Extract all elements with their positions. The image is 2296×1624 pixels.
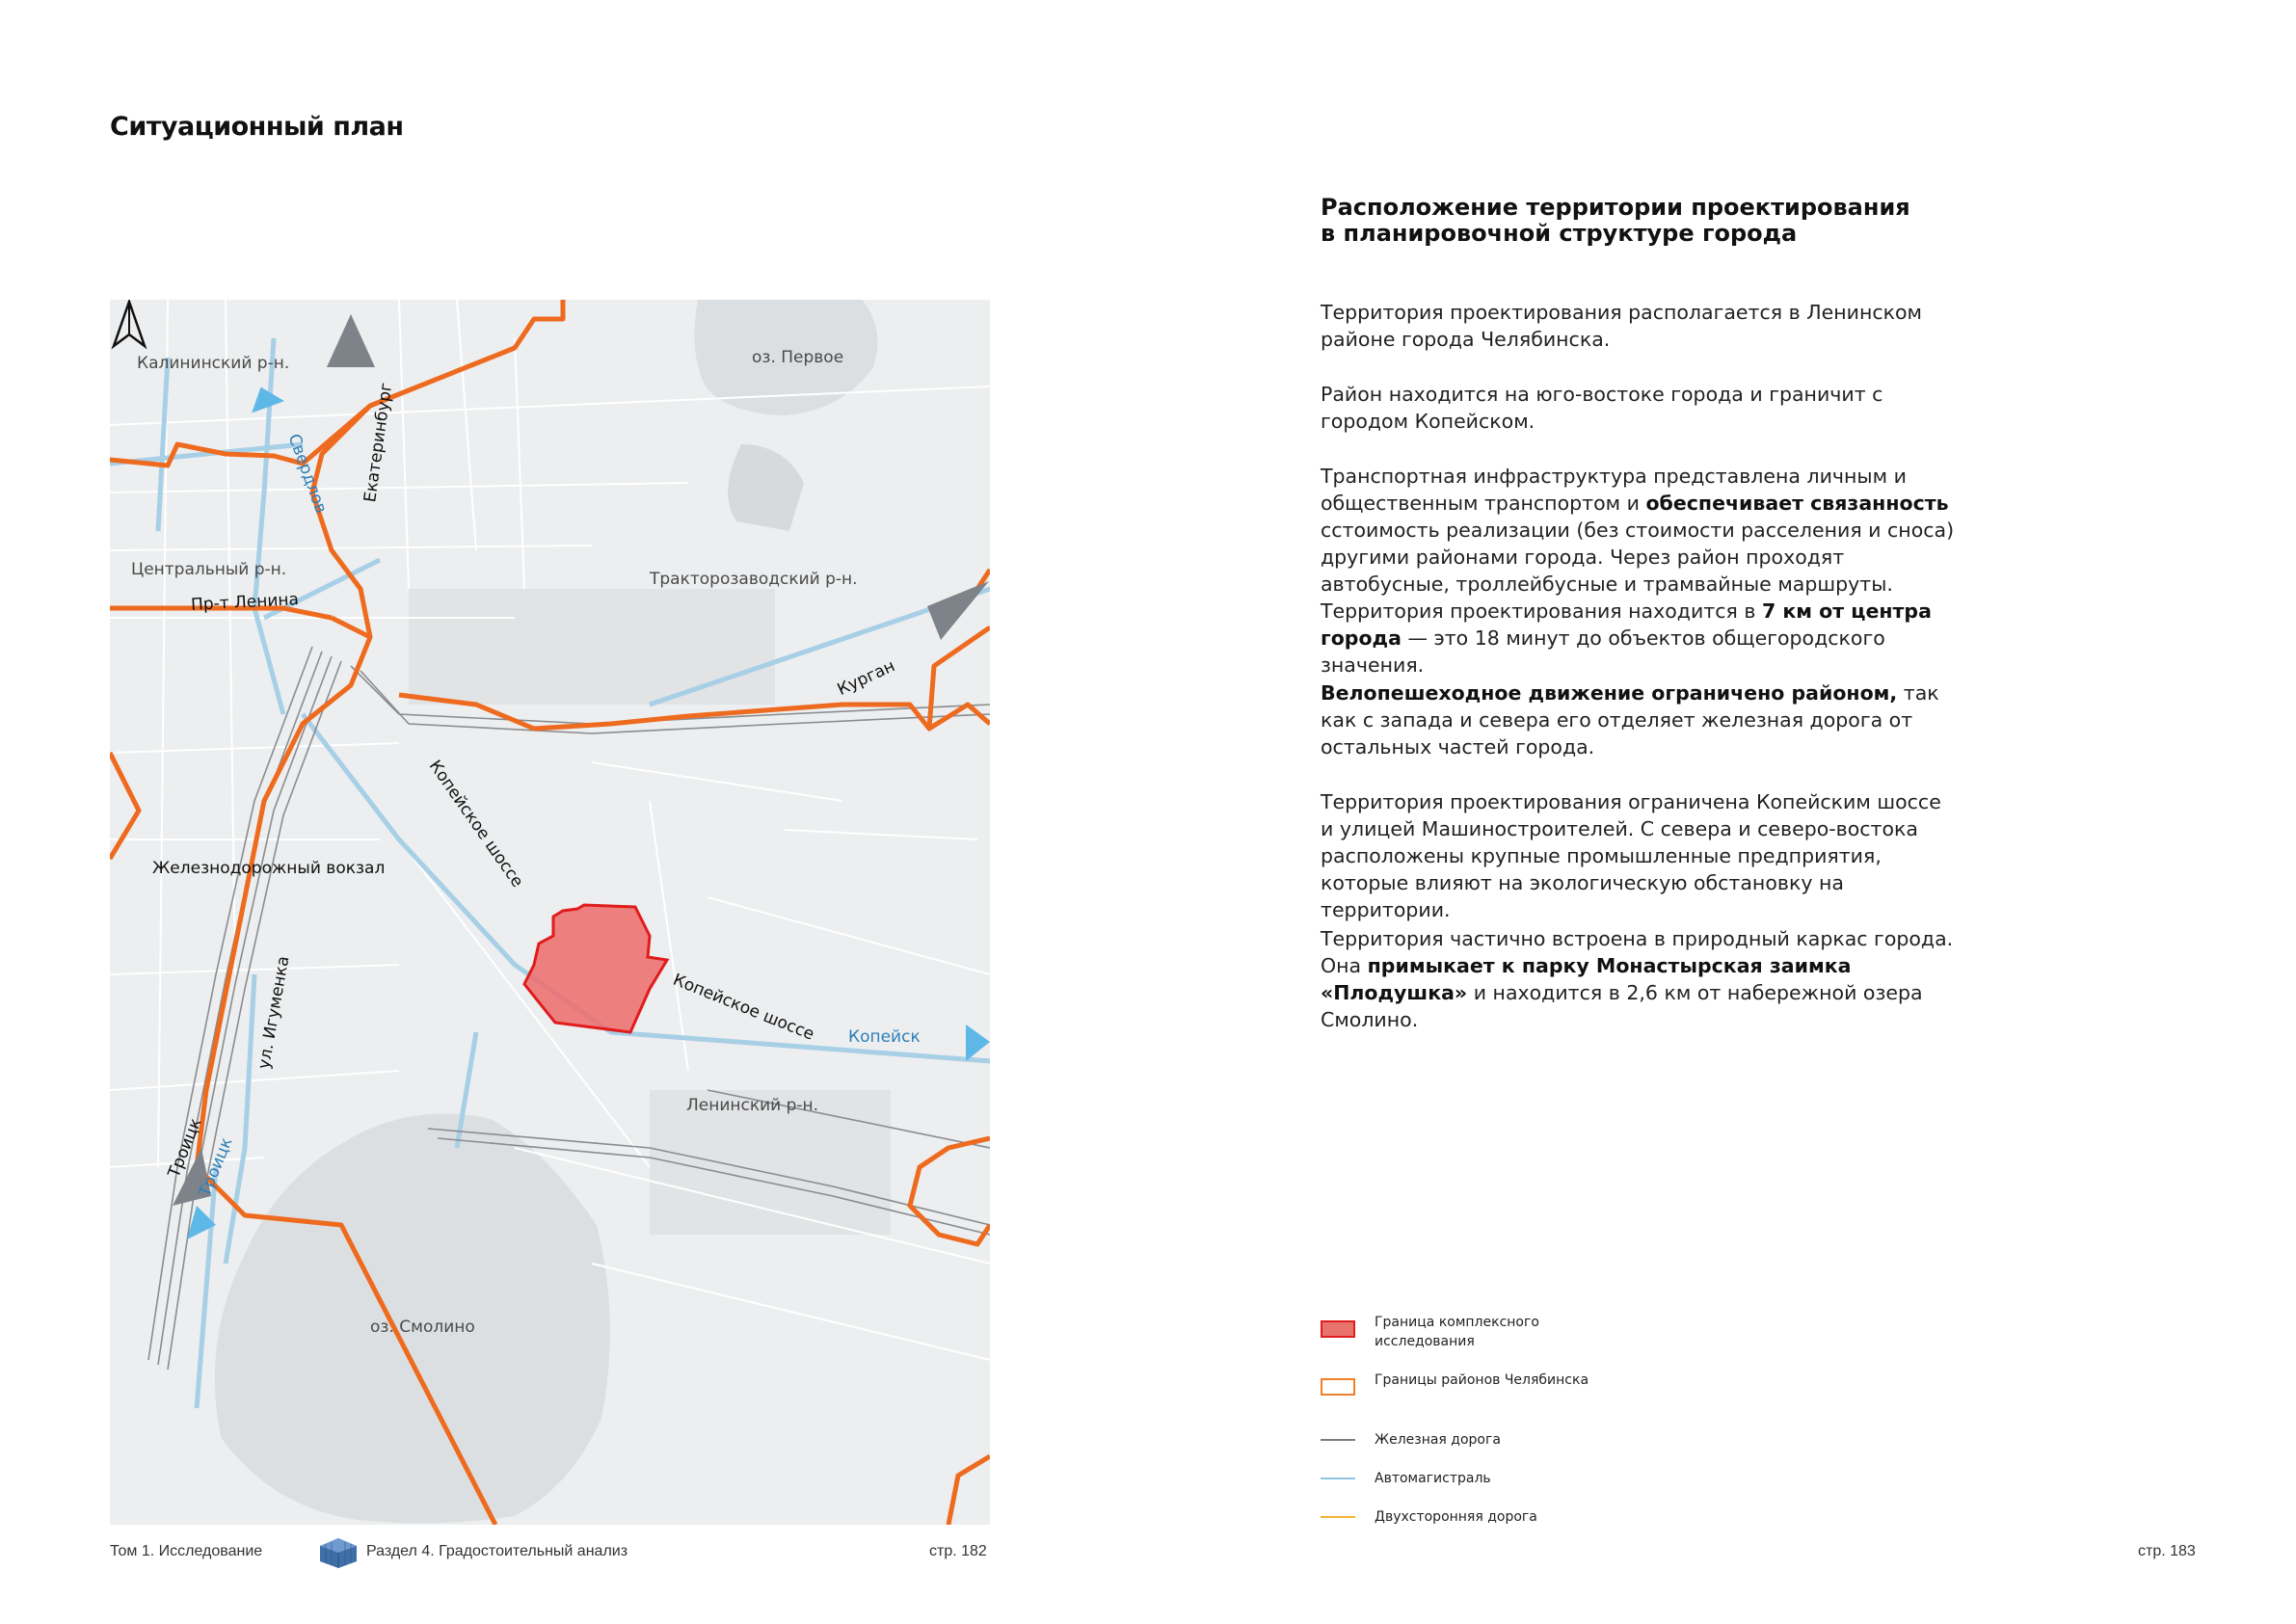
paragraph-5: Территория проектирования ограничена Копейским шоссе и улицей Машиностроителей. С севера и северо-востока расположены крупные промышленные предприятия, которые влияют на экологическую обстановку на территории. — [1321, 790, 1941, 921]
map-label-kurgan: Курган — [834, 656, 898, 701]
map-label-central: Центральный р-н. — [131, 560, 287, 579]
legend-label-district-borders: Границы районов Челябинска — [1375, 1372, 1589, 1388]
legend-swatch-study-area — [1321, 1320, 1355, 1338]
map-label-troitsk-1: Троицк — [164, 1115, 206, 1181]
footer-page-left: стр. 182 — [929, 1543, 987, 1559]
section-heading-line2: в планировочной структуре города — [1321, 220, 1798, 247]
paragraph-6-bold: примыкает к парку Монастырская заимка «Плодушка» — [1321, 954, 1852, 1004]
paragraph-3-text-b: сстоимость реализации (без стоимости расселения и сноса) другими районами города. Через район проходят автобусные, троллейбусные и трамвайные маршруты. Территория проектирования находится в — [1321, 519, 1955, 623]
map-label-traktorozavodsky: Тракторозаводский р-н. — [650, 570, 858, 589]
map-canvas — [110, 300, 990, 1525]
paragraph-3 — [1321, 463, 1957, 679]
paragraph-1: Территория проектирования располагается в Ленинском районе города Челябинска. — [1321, 301, 1923, 351]
footer-volume: Том 1. Исследование — [110, 1543, 263, 1559]
map-label-sverdlovsky: Свердлов — [283, 431, 331, 517]
paragraph-3-text-c: — это 18 минут до объектов общегородского значения. — [1321, 626, 1885, 677]
paragraph-6 — [1321, 925, 1957, 1033]
paragraph-6-text-a: Территория частично встроена в природный каркас города. Она — [1321, 927, 1954, 977]
arrow-sverdlovsky-icon — [245, 381, 284, 413]
map-label-troitsk-2: Троицк — [195, 1134, 237, 1200]
paragraph-4 — [1321, 679, 1957, 760]
map-label-leninsky: Ленинский р-н. — [686, 1096, 819, 1115]
paragraph-2: Район находится на юго-востоке города и граничит с городом Копейском. — [1321, 383, 1883, 433]
arrow-kurgan-icon — [927, 581, 989, 640]
map-label-lake-smolino: оз. Смолино — [370, 1318, 475, 1337]
legend-swatch-railway — [1321, 1439, 1355, 1441]
footer-section: Раздел 4. Градостоительный анализ — [366, 1543, 628, 1559]
paragraph-4-bold: Велопешеходное движение ограничено районом, — [1321, 681, 1898, 705]
paragraph-3-bold-b: 7 км от центра города — [1321, 599, 1932, 650]
page-title: Ситуационный план — [110, 112, 404, 142]
map-label-igumenka: ул. Игуменка — [254, 954, 294, 1071]
map-label-kopeysk: Копейск — [848, 1027, 921, 1047]
legend-label-study-area: Граница комплексного исследования — [1375, 1315, 1539, 1349]
section-heading — [1321, 195, 1995, 247]
map-label-station: Железнодорожный вокзал — [152, 859, 386, 878]
section-heading-line1: Расположение территории проектирования — [1321, 194, 1910, 221]
legend-label-two-way-road: Двухсторонняя дорога — [1375, 1509, 1537, 1525]
industrial-zone-north — [728, 444, 804, 531]
footer-page-right: стр. 183 — [2138, 1543, 2196, 1559]
legend-label-highway: Автомагистраль — [1375, 1471, 1491, 1486]
map-label-kopeyskoe-1: Копейское шоссе — [424, 757, 527, 892]
section-cube-icon — [318, 1536, 359, 1569]
situation-map[interactable] — [110, 300, 990, 1525]
map-label-lenina: Пр-т Ленина — [190, 590, 300, 615]
paragraph-6-text-b: и находится в 2,6 км от набережной озера Смолино. — [1321, 981, 1923, 1031]
arrow-kopeysk-icon — [966, 1025, 990, 1061]
paragraph-4-text: так как с запада и севера его отделяет железная дорога от остальных частей города. — [1321, 681, 1939, 759]
legend-swatch-two-way-road — [1321, 1516, 1355, 1518]
map-label-lake-pervoe: оз. Первое — [752, 348, 844, 367]
legend-label-railway: Железная дорога — [1375, 1432, 1501, 1448]
legend-swatch-district-borders — [1321, 1378, 1355, 1396]
paragraph-3-bold-a: обеспечивает связанность — [1645, 492, 1949, 515]
arrow-ekaterinburg-icon — [327, 314, 375, 367]
map-label-kalininsky: Калининский р-н. — [137, 354, 290, 373]
paragraph-3-text-a: Транспортная инфраструктура представлена личным и общественным транспортом и — [1321, 465, 1907, 515]
study-area — [524, 905, 667, 1032]
map-label-kopeyskoe-2: Копейское шоссе — [670, 970, 817, 1045]
north-arrow-icon — [114, 302, 145, 346]
map-label-ekaterinburg: Екатеринбург — [360, 381, 397, 504]
legend-swatch-highway — [1321, 1478, 1355, 1479]
industrial-zone-center — [409, 589, 775, 705]
